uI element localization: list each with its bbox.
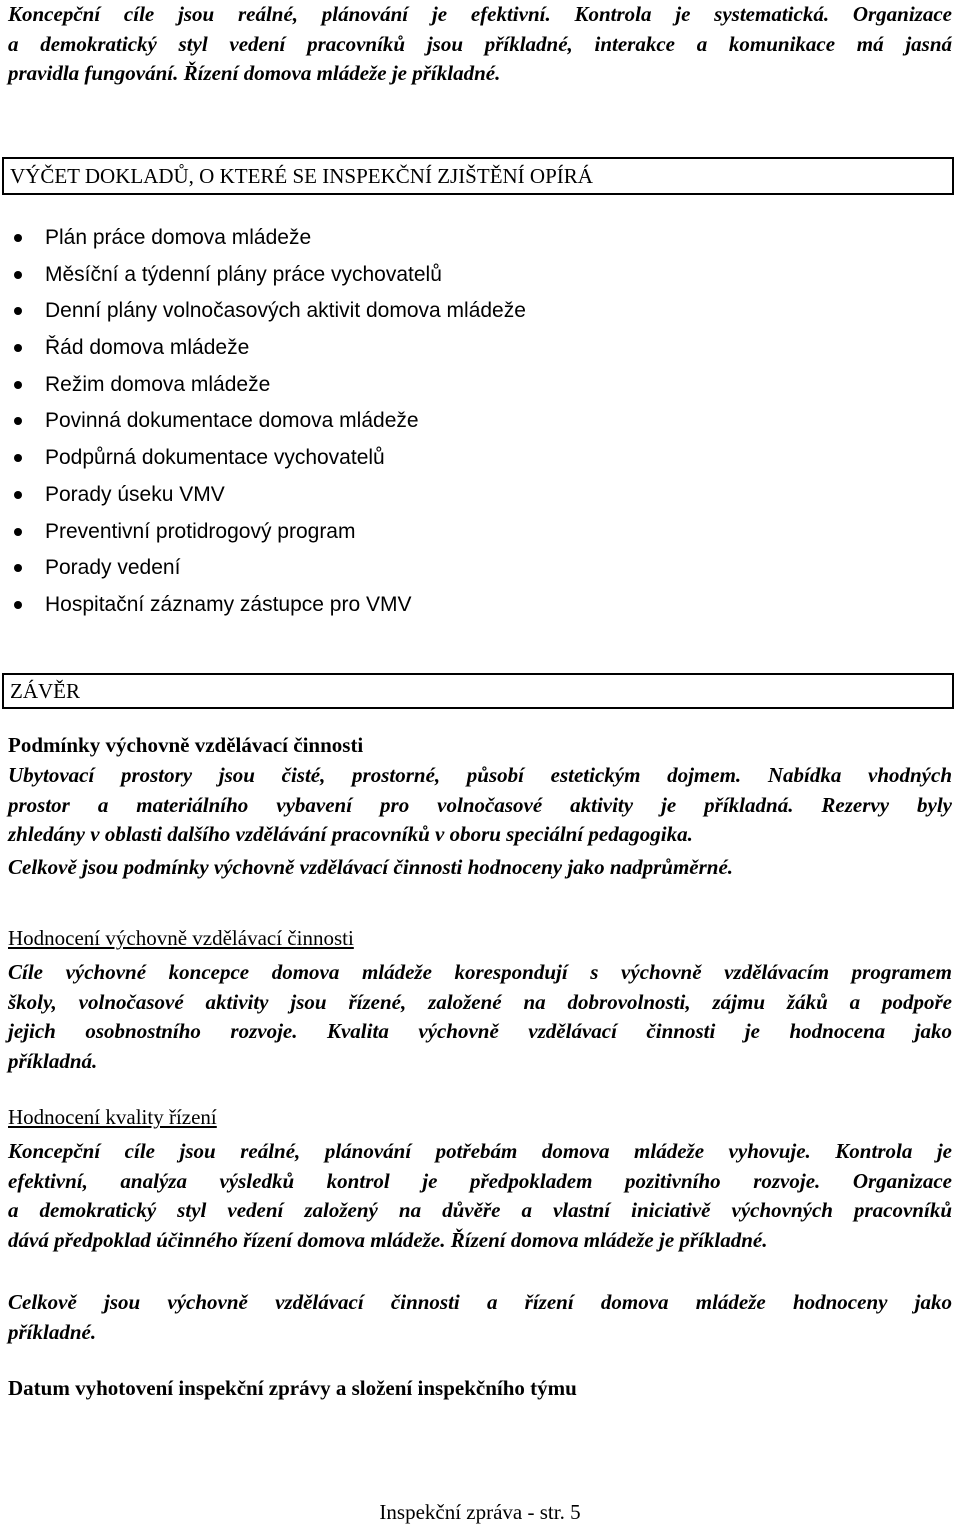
- list-item: Povinná dokumentace domova mládeže: [0, 403, 526, 440]
- intro-line: pravidla fungování. Řízení domova mládeže je příkladné.: [8, 61, 501, 85]
- management-line: Koncepční cíle jsou reálné, plánování potřebám domova mládeže vyhovuje. Kontrola je: [8, 1139, 952, 1163]
- evaluation-paragraph: [8, 958, 952, 1076]
- list-item: Plán práce domova mládeže: [0, 220, 526, 257]
- conditions-paragraph: [8, 761, 952, 850]
- bullet-icon: [14, 417, 22, 425]
- overall-line: příkladné.: [8, 1319, 97, 1344]
- evaluation-line: příkladná.: [8, 1048, 98, 1073]
- conditions-line: Ubytovací prostory jsou čisté, prostorné, působí estetickým dojmem. Nabídka vhodných: [8, 763, 952, 787]
- evaluation-line: jejich osobnostního rozvoje. Kvalita výchovně vzdělávací činnosti je hodnocena jako: [8, 1019, 952, 1043]
- conditions-line: prostor a materiálního vybavení pro volnočasové aktivity je příkladná. Rezervy byly: [8, 792, 952, 817]
- list-item: Režim domova mládeže: [0, 367, 526, 404]
- conditions-summary: Celkově jsou podmínky výchovně vzdělávací činnosti hodnoceny jako nadprůměrné.: [8, 855, 734, 879]
- overall-paragraph: [8, 1288, 952, 1347]
- date-title: Datum vyhotovení inspekční zprávy a složení inspekčního týmu: [8, 1376, 577, 1400]
- conclusion-heading: ZÁVĚR: [10, 679, 80, 703]
- conditions-line: zhledány v oblasti dalšího vzdělávání pracovníků v oboru speciální pedagogika.: [8, 822, 693, 846]
- evaluation-title: Hodnocení výchovně vzdělávací činnosti: [8, 926, 354, 950]
- bullet-icon: [14, 381, 22, 389]
- management-line: a demokratický styl vedení založený na důvěře a vlastní iniciativě výchovných pracovníků: [8, 1198, 952, 1222]
- overall-line: Celkově jsou výchovně vzdělávací činnosti a řízení domova mládeže hodnoceny jako: [8, 1290, 952, 1314]
- list-item: Hospitační záznamy zástupce pro VMV: [0, 587, 526, 624]
- evidence-heading: VÝČET DOKLADŮ, O KTERÉ SE INSPEKČNÍ ZJIŠTĚNÍ OPÍRÁ: [10, 164, 593, 188]
- evidence-heading-box: [2, 157, 954, 195]
- page-footer: Inspekční zpráva - str. 5: [379, 1500, 581, 1524]
- bullet-icon: [14, 271, 22, 279]
- evaluation-line: školy, volnočasové aktivity jsou řízené, založené na dobrovolnosti, zájmu žáků a podpoře: [8, 989, 952, 1014]
- management-title: Hodnocení kvality řízení: [8, 1105, 217, 1129]
- bullet-icon: [14, 601, 22, 609]
- list-item: Porady úseku VMV: [0, 477, 526, 514]
- bullet-icon: [14, 491, 22, 499]
- list-item: Podpůrná dokumentace vychovatelů: [0, 440, 526, 477]
- intro-line: a demokratický styl vedení pracovníků jsou příkladné, interakce a komunikace má jasná: [8, 31, 952, 56]
- evaluation-line: Cíle výchovné koncepce domova mládeže korespondují s výchovně vzdělávacím programem: [8, 960, 952, 984]
- conclusion-heading-box: [2, 673, 954, 709]
- bullet-icon: [14, 454, 22, 462]
- intro-paragraph: [8, 0, 952, 89]
- intro-line: Koncepční cíle jsou reálné, plánování je efektivní. Kontrola je systematická. Organizace: [8, 2, 952, 26]
- management-paragraph: [8, 1137, 952, 1255]
- evidence-list: [0, 220, 526, 624]
- bullet-icon: [14, 234, 22, 242]
- list-item: Preventivní protidrogový program: [0, 514, 526, 551]
- bullet-icon: [14, 528, 22, 536]
- list-item: Porady vedení: [0, 550, 526, 587]
- bullet-icon: [14, 344, 22, 352]
- management-line: efektivní, analýza výsledků kontrol je předpokladem pozitivního rozvoje. Organizace: [8, 1168, 952, 1193]
- list-item: Měsíční a týdenní plány práce vychovatelů: [0, 257, 526, 294]
- bullet-icon: [14, 564, 22, 572]
- management-line: dává předpoklad účinného řízení domova mládeže. Řízení domova mládeže je příkladné.: [8, 1227, 768, 1252]
- bullet-icon: [14, 307, 22, 315]
- list-item: Denní plány volnočasových aktivit domova mládeže: [0, 293, 526, 330]
- conditions-title: Podmínky výchovně vzdělávací činnosti: [8, 733, 364, 757]
- list-item: Řád domova mládeže: [0, 330, 526, 367]
